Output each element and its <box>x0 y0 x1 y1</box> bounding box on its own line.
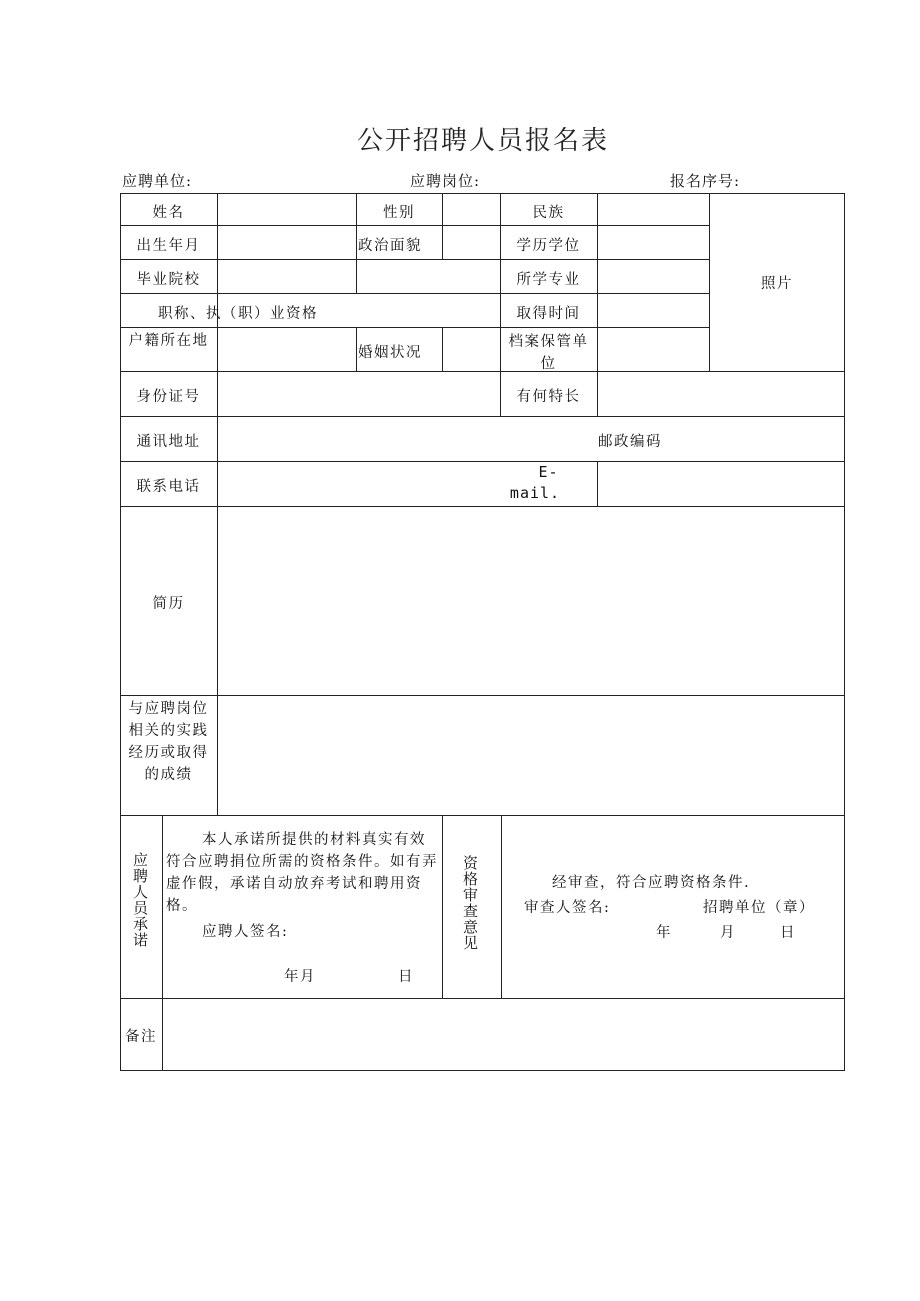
review-text: 经审查，符合应聘资格条件. <box>552 875 751 891</box>
review-date-month: 月 <box>720 925 736 941</box>
label-photo: 照片 <box>761 276 793 292</box>
label-archive-line2: 位 <box>540 356 557 372</box>
label-major: 所学专业 <box>516 272 581 288</box>
promise-date-day: 日 <box>398 969 414 985</box>
label-applicant-promise: 应聘人员承诺 <box>131 852 149 948</box>
col-line <box>442 327 443 371</box>
row-line <box>120 327 709 328</box>
col-line <box>442 193 443 259</box>
label-obtain-time: 取得时间 <box>516 306 581 322</box>
header-post-label: 应聘岗位: <box>410 172 481 190</box>
label-postcode: 邮政编码 <box>598 434 662 450</box>
row-line <box>120 259 709 260</box>
row-line <box>120 695 845 696</box>
label-birth: 出生年月 <box>136 238 201 254</box>
label-email-line2: mail. <box>509 484 561 502</box>
review-date-year: 年 <box>656 925 672 941</box>
label-gender: 性别 <box>383 205 415 221</box>
col-line <box>597 461 598 506</box>
col-line <box>162 815 163 1071</box>
label-marital: 婚姻状况 <box>358 345 422 361</box>
row-line <box>120 506 845 507</box>
label-hukou: 户籍所在地 <box>128 333 209 349</box>
label-archive-line1: 档案保管单 <box>508 334 589 350</box>
label-specialty: 有何特长 <box>516 389 581 405</box>
label-name: 姓名 <box>152 205 185 221</box>
col-line <box>442 815 443 998</box>
label-school: 毕业院校 <box>136 272 201 288</box>
row-line <box>120 225 709 226</box>
row-line <box>120 815 845 816</box>
row-line <box>120 371 845 372</box>
label-political: 政治面貌 <box>358 238 422 254</box>
label-practice-line4: 的成绩 <box>144 767 193 783</box>
label-email-line1: E- <box>538 463 559 481</box>
label-title-qualification: 职称、执（职）业资格 <box>158 306 318 322</box>
label-ethnicity: 民族 <box>532 205 565 221</box>
label-degree: 学历学位 <box>516 238 581 254</box>
label-address: 通讯地址 <box>136 434 201 450</box>
review-date-day: 日 <box>780 925 796 941</box>
promise-date-ym: 年月 <box>284 969 316 985</box>
promise-sign-label: 应聘人签名: <box>202 924 289 940</box>
col-line <box>356 327 357 371</box>
label-remarks: 备注 <box>125 1029 157 1045</box>
row-line <box>120 461 845 462</box>
label-practice-line3: 经历或取得 <box>128 745 209 761</box>
promise-text: 本人承诺所提供的材料真实有效符合应聘捐位所需的资格条件。如有弄虚作假，承诺自动放弃考试和聘用资格。 <box>166 832 438 914</box>
label-id-number: 身份证号 <box>136 389 201 405</box>
col-line <box>597 193 598 416</box>
review-signer-label: 审查人签名: <box>524 900 611 916</box>
row-line <box>120 998 845 999</box>
review-unit-seal-label: 招聘单位（章） <box>703 900 815 916</box>
row-line <box>120 293 709 294</box>
header-serial-label: 报名序号: <box>670 172 741 190</box>
label-practice-line2: 相关的实践 <box>128 723 209 739</box>
header-unit-label: 应聘单位: <box>122 172 193 190</box>
label-resume: 简历 <box>152 596 185 612</box>
form-title: 公开招聘人员报名表 <box>356 126 609 156</box>
col-line <box>501 815 502 998</box>
label-practice-line1: 与应聘岗位 <box>128 701 209 717</box>
col-line <box>217 193 218 815</box>
label-phone: 联系电话 <box>136 479 201 495</box>
row-line <box>120 416 845 417</box>
label-qualification-review: 资格审查意见 <box>461 855 479 951</box>
